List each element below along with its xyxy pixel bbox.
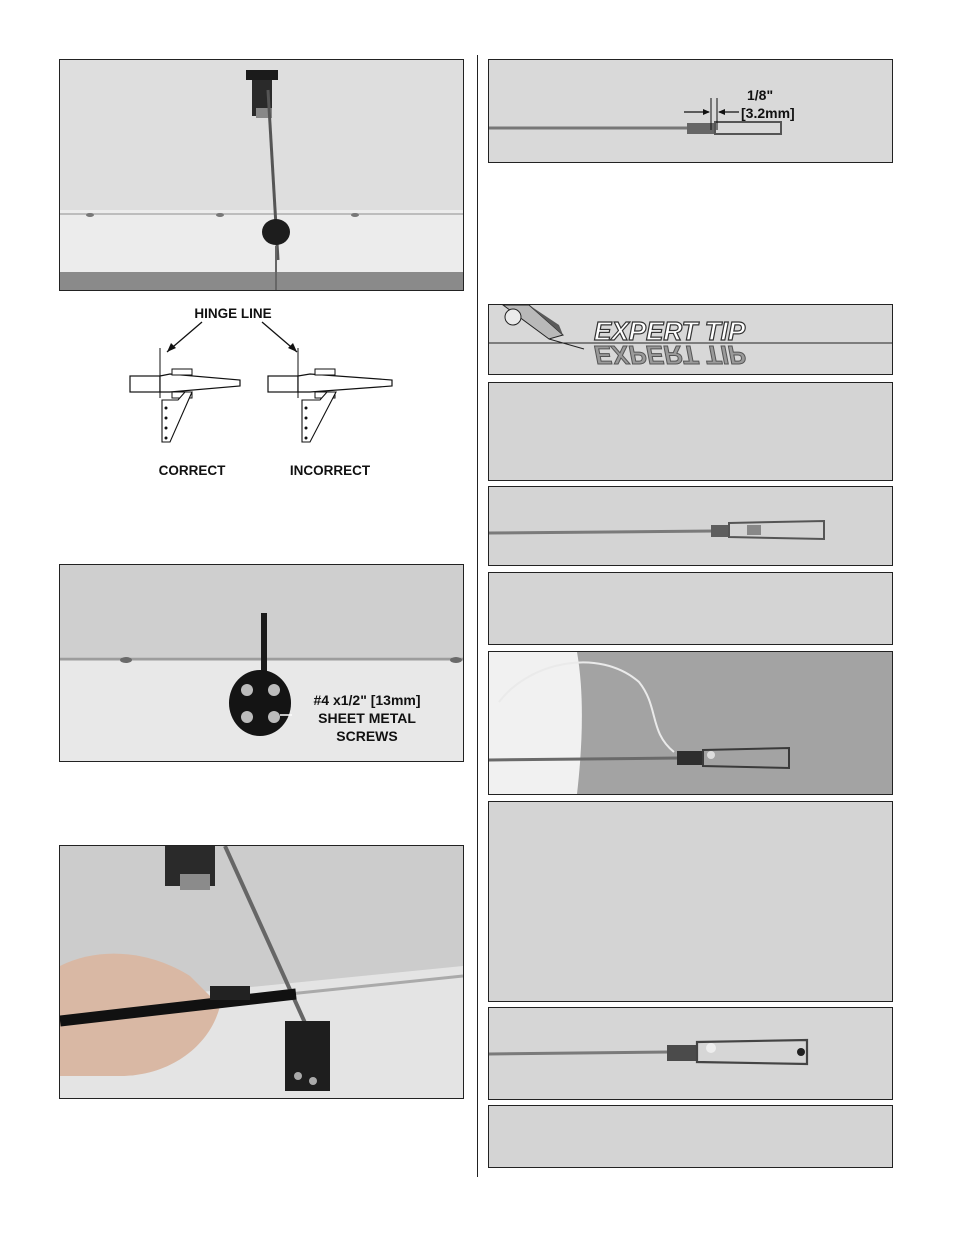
tip-text-box-3 bbox=[488, 801, 893, 1002]
screws-label bbox=[285, 691, 449, 745]
tip-text-box-4 bbox=[488, 1105, 893, 1168]
clevis-measurement-photo bbox=[488, 59, 893, 163]
servo-pushrod-photo bbox=[59, 59, 464, 291]
control-horn-screws-photo bbox=[59, 564, 464, 762]
clevis-pushrod-photo bbox=[488, 486, 893, 566]
tip-text-box-2 bbox=[488, 572, 893, 645]
incorrect-hinge-drawing bbox=[268, 348, 392, 442]
screws-label-line1: #4 x1/2" [13mm] bbox=[313, 692, 421, 708]
measurement-label-line2: [3.2mm] bbox=[741, 105, 795, 121]
correct-hinge-drawing bbox=[130, 348, 240, 442]
soldered-clevis-photo bbox=[488, 1007, 893, 1100]
clevis-wire-photo bbox=[488, 651, 893, 795]
correct-label: CORRECT bbox=[158, 463, 226, 478]
expert-tip-title-reflection: EXPERT TIP bbox=[594, 340, 746, 370]
measurement-label-line1: 1/8" bbox=[747, 87, 774, 103]
hinge-line-diagram bbox=[110, 300, 410, 485]
measurement-label bbox=[741, 86, 811, 122]
expert-tip-title: EXPERT TIP bbox=[594, 316, 746, 346]
marking-pushrod-photo bbox=[59, 845, 464, 1099]
screws-label-line3: SCREWS bbox=[336, 728, 398, 744]
expert-tip-banner bbox=[488, 304, 893, 375]
column-divider bbox=[477, 55, 478, 1177]
incorrect-label: INCORRECT bbox=[289, 463, 371, 478]
screws-label-line2: SHEET METAL bbox=[318, 710, 416, 726]
hinge-line-label: HINGE LINE bbox=[194, 306, 272, 321]
pen-nib-icon bbox=[503, 305, 584, 349]
tip-text-box-1 bbox=[488, 382, 893, 481]
